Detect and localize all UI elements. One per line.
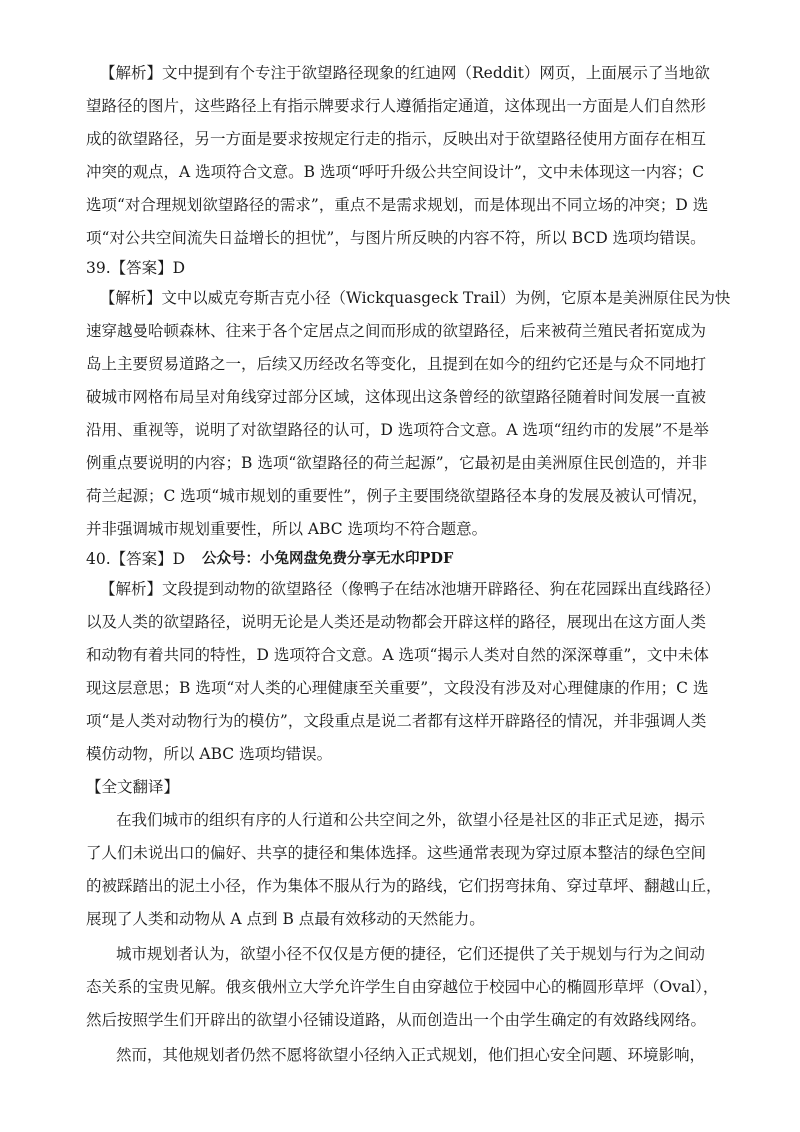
- q40-analysis-line-1: 【解析】文段提到动物的欲望路径（像鸭子在结冰池塘开辟路径、狗在花园踩出直线路径）: [100, 580, 721, 598]
- q40-answer: 40.【答案】D: [86, 550, 186, 568]
- q40-analysis-line-2: 以及人类的欲望路径，说明无论是人类还是动物都会开辟这样的路径，展现出在这方面人类: [86, 613, 707, 631]
- translation-p1-line-2: 了人们未说出口的偏好、共享的捷径和集体选择。这些通常表现为穿过原本整洁的绿色空间: [86, 844, 707, 862]
- q38-analysis-line-4: 冲突的观点，A 选项符合文意。B 选项“呼吁升级公共空间设计”，文中未体现这一内容；C: [86, 163, 705, 181]
- q39-analysis-line-5: 沿用、重视等，说明了对欲望路径的认可，D 选项符合文意。A 选项“纽约市的发展”不是举: [86, 421, 709, 439]
- q38-analysis-line-6: 项“对公共空间流失日益增长的担忧”，与图片所反映的内容不符，所以 BCD 选项均错误。: [86, 229, 706, 247]
- q39-analysis-line-1: 【解析】文中以威克夸斯吉克小径（Wickquasgeck Trail）为例，它原本是美洲原住民为快: [100, 289, 731, 307]
- q40-analysis-line-3: 和动物有着共同的特性，D 选项符合文意。A 选项“揭示人类对自然的深深尊重”，文中未体: [86, 646, 709, 664]
- q38-analysis-line-3: 成的欲望路径，另一方面是要求按规定行走的指示，反映出对于欲望路径使用方面存在相互: [86, 130, 707, 148]
- q40-watermark-text: 公众号：小兔网盘免费分享无水印PDF: [202, 550, 454, 567]
- q38-analysis-line-2: 望路径的图片，这些路径上有指示牌要求行人遵循指定通道，这体现出一方面是人们自然形: [86, 97, 707, 115]
- q38-analysis-line-1: 【解析】文中提到有个专注于欲望路径现象的红迪网（Reddit）网页，上面展示了当地欲: [100, 64, 710, 82]
- translation-p1-line-3: 的被踩踏出的泥土小径，作为集体不服从行为的路线，它们拐弯抹角、穿过草坪、翻越山丘，: [86, 877, 722, 895]
- q39-analysis-line-8: 并非强调城市规划重要性，所以 ABC 选项均不符合题意。: [86, 520, 488, 538]
- q39-analysis-line-2: 速穿越曼哈顿森林、往来于各个定居点之间而形成的欲望路径，后来被荷兰殖民者拓宽成为: [86, 322, 707, 340]
- translation-p2-line-2: 态关系的宝贵见解。俄亥俄州立大学允许学生自由穿越位于校园中心的椭圆形草坪（Oval），: [86, 978, 719, 996]
- q39-analysis-line-3: 岛上主要贸易道路之一，后续又历经改名等变化，且提到在如今的纽约它还是与众不同地打: [86, 355, 707, 373]
- translation-p1-line-1: 在我们城市的组织有序的人行道和公共空间之外，欲望小径是社区的非正式足迹，揭示: [116, 811, 706, 829]
- q39-analysis-line-4: 破城市网格布局呈对角线穿过部分区域，这体现出这条曾经的欲望路径随着时间发展一直被: [86, 388, 707, 406]
- q40-analysis-line-4: 现这层意思；B 选项“对人类的心理健康至关重要”，文段没有涉及对心理健康的作用；C 选: [86, 679, 709, 697]
- q38-analysis-line-5: 选项“对合理规划欲望路径的需求”，重点不是需求规划，而是体现出不同立场的冲突；D 选: [86, 196, 709, 214]
- translation-p1-line-4: 展现了人类和动物从 A 点到 B 点最有效移动的天然能力。: [86, 910, 485, 928]
- q40-analysis-line-5: 项“是人类对动物行为的模仿”，文段重点是说二者都有这样开辟路径的情况，并非强调人类: [86, 712, 707, 730]
- q40-analysis-line-6: 模仿动物，所以 ABC 选项均错误。: [86, 745, 333, 763]
- translation-p3-line-1: 然而，其他规划者仍然不愿将欲望小径纳入正式规划，他们担心安全问题、环境影响，: [116, 1046, 706, 1064]
- q39-answer: 39.【答案】D: [86, 259, 186, 277]
- translation-heading: 【全文翻译】: [86, 778, 180, 796]
- q39-analysis-line-7: 荷兰起源；C 选项“城市规划的重要性”，例子主要围绕欲望路径本身的发展及被认可情况，: [86, 487, 708, 505]
- q39-analysis-line-6: 例重点要说明的内容；B 选项“欲望路径的荷兰起源”，它最初是由美洲原住民创造的，并非: [86, 454, 708, 472]
- translation-p2-line-1: 城市规划者认为，欲望小径不仅仅是方便的捷径，它们还提供了关于规划与行为之间动: [116, 945, 706, 963]
- translation-p2-line-3: 然后按照学生们开辟出的欲望小径铺设道路，从而创造出一个由学生确定的有效路线网络。: [86, 1011, 707, 1029]
